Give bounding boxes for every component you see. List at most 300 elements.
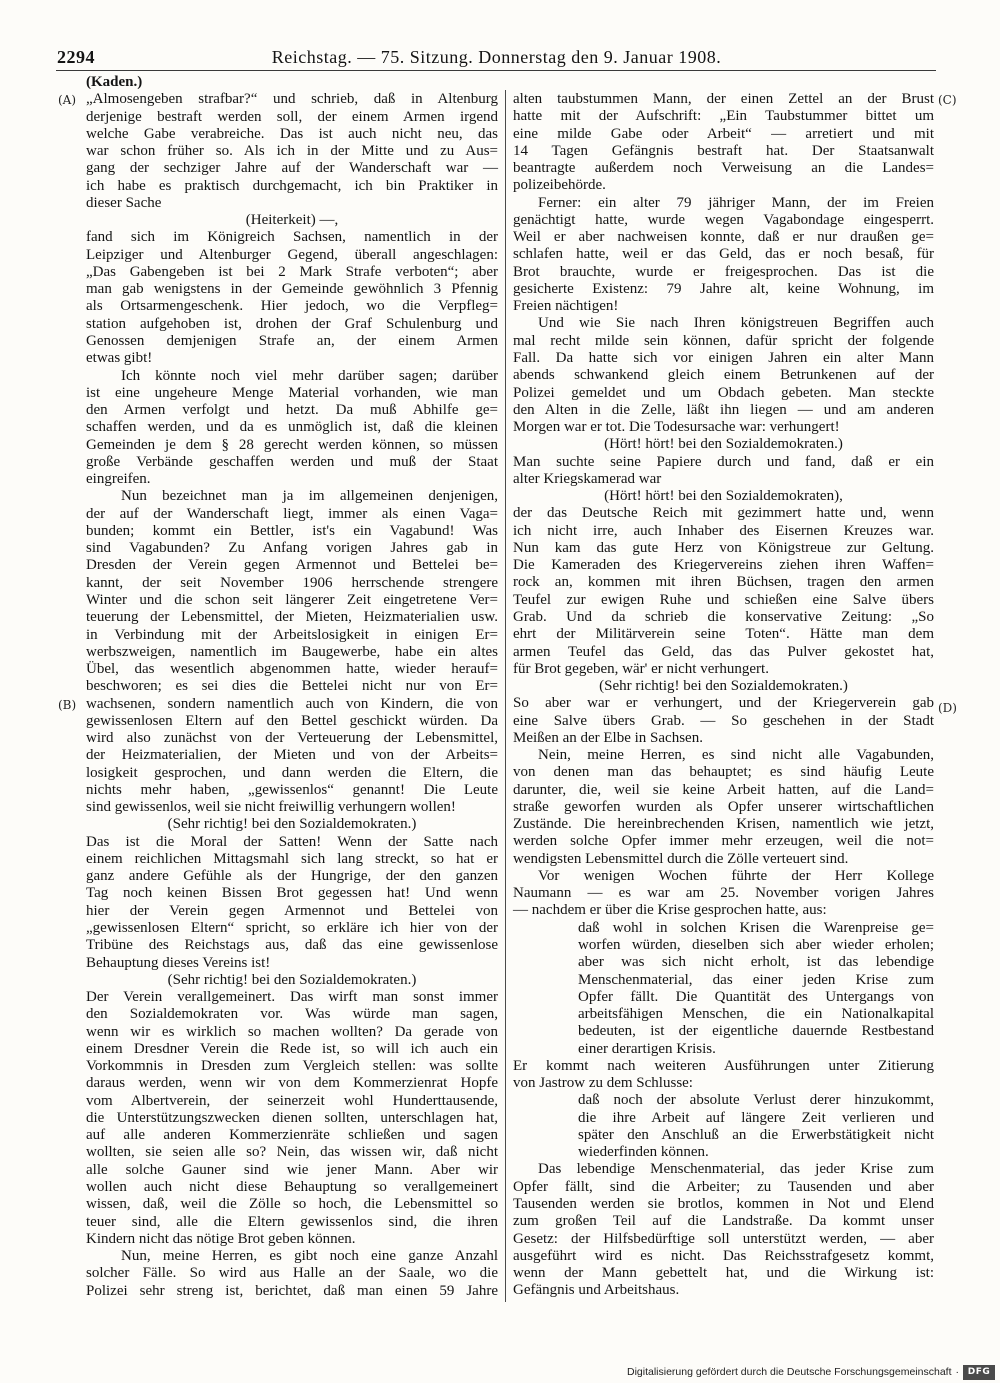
text-line <box>86 765 498 782</box>
margin-mark-c: (C) <box>938 93 957 107</box>
text-line <box>578 972 934 989</box>
page-number: 2294 <box>57 47 95 67</box>
text-line-content: ausgeführt wird es nicht. Das Reichsstrafgesetz kommt, <box>513 1247 934 1264</box>
text-line <box>513 557 934 574</box>
text-line-content: schaffen werden, und da es unmöglich ist, daß die kleinen <box>86 419 498 436</box>
text-line-content: Grab. Und da schrieb die konservative Zeitung: „So <box>513 608 934 625</box>
text-line <box>513 505 934 522</box>
text-line-content: „Almosengeben strafbar?“ und schrieb, daß in Altenburg <box>86 91 498 108</box>
text-line-content: daraus werden, wenn wir von dem Kommerzienrat Hopfe <box>86 1075 498 1092</box>
text-line <box>513 592 934 609</box>
text-line-content: vom Albertverein, der seinerzeit wohl Hunderttausende, <box>86 1092 498 1109</box>
text-line-content: Opfer fällt. Die Quantität des Untergangs von <box>578 988 935 1005</box>
text-line <box>578 1041 934 1058</box>
text-line <box>86 868 498 885</box>
text-line <box>513 644 934 661</box>
text-line <box>86 903 498 920</box>
text-line-content: Teufel zur ewigen Ruhe und schießen eine Salve übers <box>513 591 934 608</box>
paragraph-block <box>513 315 934 436</box>
continuation-block <box>513 505 934 678</box>
text-line <box>513 782 934 799</box>
text-line-content: Polizei gemeldet und um Obdach gebeten. Man steckte <box>513 384 934 401</box>
text-line <box>86 1162 498 1179</box>
text-line-content: Fall. Da hatte sich vor einigen Jahren ein alter Mann <box>513 349 934 366</box>
text-line-content: wenn der Mann gebettelt hat, und die Wirkung ist: <box>513 1265 934 1282</box>
text-line-content: (Heiterkeit) —, <box>245 212 339 229</box>
text-line <box>513 851 934 868</box>
text-line-content: Genossen demjenigen Strafe an, der einem Armen <box>86 332 498 349</box>
text-line <box>578 1144 934 1161</box>
text-line-content: — nachdem er über die Krise gesprochen hatte, aus: <box>513 902 827 919</box>
text-line-content: (Hört! hört! bei den Sozialdemokraten.) <box>604 436 843 453</box>
text-line <box>513 1282 934 1299</box>
text-line <box>578 937 934 954</box>
text-line <box>86 333 498 350</box>
text-line-content: teuerung der Lebensmittel, der Mieten, Heizmaterialien usw. <box>86 609 498 626</box>
text-line <box>513 747 934 764</box>
text-line-content: Man suchte seine Papiere durch und fand, daß er ein <box>513 453 934 470</box>
text-line-content: mal recht milde sein können, dafür spricht der folgende <box>513 332 934 349</box>
text-line <box>513 91 934 108</box>
text-line-content: Menschenmaterial, das einer jeden Krise zum <box>578 971 934 988</box>
continuation-block <box>513 695 934 747</box>
text-line-content: Dresden der Verein gegen Armennot und Bettelei be= <box>86 557 498 574</box>
text-line <box>86 955 498 972</box>
text-line-content: die ihre Arbeit auf längere Zeit verlieren und <box>578 1109 934 1126</box>
text-line <box>513 471 934 488</box>
text-line <box>86 575 498 592</box>
text-line-content: polizeibehörde. <box>513 177 606 194</box>
text-line <box>86 419 498 436</box>
text-line-content: armen Teufel das Geld, das das Pulver gekostet hat, <box>513 643 934 660</box>
interjection-block <box>513 678 934 695</box>
text-line <box>513 454 934 471</box>
footer-separator: · <box>955 1366 959 1378</box>
text-line-content: Polizei sehr streng ist, berichtet, daß man einen 59 Jahre <box>86 1282 498 1299</box>
text-line-content: Brot brauchte, wurde er freigesprochen. Das ist die <box>513 263 934 280</box>
text-line <box>513 868 934 885</box>
text-line <box>513 281 934 298</box>
text-line-content: Weil er aber nachweisen konnte, daß er nur draußen ge= <box>513 229 934 246</box>
text-line <box>513 333 934 350</box>
text-line-content: ich habe es praktisch durchgemacht, ich bin Praktiker in <box>86 177 498 194</box>
text-line <box>86 1196 498 1213</box>
interjection-block <box>513 488 934 505</box>
text-line <box>86 506 498 523</box>
text-line-content: den Armen verfolgt und hetzt. Da muß Abhilfe ge= <box>86 402 498 419</box>
interjection-block <box>86 816 498 833</box>
text-line <box>513 902 934 919</box>
running-header: Reichstag. — 75. Sitzung. Donnerstag den 9. Januar 1908. <box>271 47 722 67</box>
text-line <box>513 1179 934 1196</box>
text-line <box>86 644 498 661</box>
text-line <box>86 1006 498 1023</box>
text-line-content: „gewissenlosen Eltern“ spricht, so erkläre ich hier von der <box>86 920 498 937</box>
text-line <box>86 885 498 902</box>
text-line-content: Tribüne des Reichstags aus, daß das eine gewissenlose <box>86 937 498 954</box>
text-line-content: nichts mehr haben, „gewissenlos“ genannt! Die Leute <box>86 781 498 798</box>
text-line <box>513 1213 934 1230</box>
text-line-content: darunter, die, weil sie keine Arbeit hatten, auf die Land= <box>513 781 934 798</box>
text-line <box>86 834 498 851</box>
text-line-content: ich nicht irre, auch Inhaber des Eisernen Kreuzes war. <box>513 522 934 539</box>
text-line-content: der auf der Wanderschaft liegt, immer als einen Vaga= <box>86 505 498 522</box>
quote-block <box>513 1092 934 1161</box>
text-line <box>513 1231 934 1248</box>
text-line <box>513 212 934 229</box>
text-line-content: abends schwankend gleich einem Betrunkenen auf der <box>513 367 934 384</box>
text-line <box>86 160 498 177</box>
text-line-content: wissen, daß, weil die Zölle so hoch, die Lebensmittel so <box>86 1196 498 1213</box>
text-line <box>86 557 498 574</box>
continuation-block <box>86 91 498 212</box>
text-line <box>578 989 934 1006</box>
text-line <box>513 298 934 315</box>
text-line <box>513 419 934 436</box>
right-column <box>513 91 934 1300</box>
text-line-content: beantragte außerdem noch Verweisung an die Landes= <box>513 160 934 177</box>
text-line <box>86 816 498 833</box>
text-line <box>513 799 934 816</box>
text-line <box>513 574 934 591</box>
text-line-content: Gesetz: der Hilfsbedürftige soll unterstützt werden, — aber <box>513 1230 934 1247</box>
text-line <box>86 488 498 505</box>
text-line <box>86 212 498 229</box>
text-line <box>86 609 498 626</box>
quote-block <box>513 920 934 1058</box>
text-line <box>86 1110 498 1127</box>
text-line-content: ehrt der Militärverein seine Toten“. Hätte man dem <box>513 626 934 643</box>
text-line-content: eine Salve übers Grab. — So geschehen in der Stadt <box>513 712 934 729</box>
text-line <box>513 713 934 730</box>
text-line-content: dieser Sache <box>86 194 162 211</box>
text-line-content: Nun bezeichnet man ja im allgemeinen denjenigen, <box>121 488 498 505</box>
text-line-content: straße geworfen wurden als Opfer unserer wirtschaftlichen <box>513 798 934 815</box>
text-line <box>86 74 498 91</box>
text-line-content: Naumann — es war am 25. November vorigen Jahres <box>513 885 934 902</box>
text-line-content: (Hört! hört! bei den Sozialdemokraten), <box>604 488 843 505</box>
paragraph-block <box>86 1248 498 1300</box>
text-line <box>86 471 498 488</box>
text-line-content: Das lebendige Menschenmaterial, das jeder Krise zum <box>538 1161 934 1178</box>
text-line-content: hier der Verein gegen Armennot und Bettelei von <box>86 902 498 919</box>
continuation-block <box>86 834 498 972</box>
text-line-content: der das Deutsche Reich mit gezimmert hatte und, wenn <box>513 505 934 522</box>
text-line-content: (Sehr richtig! bei den Sozialdemokraten.) <box>167 971 417 988</box>
text-line <box>86 126 498 143</box>
text-line <box>513 264 934 281</box>
text-line <box>86 782 498 799</box>
text-line-content: wendigsten Lebensmittel durch die Zölle verteuert sind. <box>513 850 849 867</box>
text-line <box>513 609 934 626</box>
text-line-content: schlafen hatte, weil er das Geld, das er noch besaß, für <box>513 246 935 263</box>
text-line <box>86 1127 498 1144</box>
text-line <box>86 730 498 747</box>
text-line <box>513 315 934 332</box>
text-line-content: Er kommt nach weiteren Ausführungen unter Zitierung <box>513 1057 934 1074</box>
text-line <box>513 885 934 902</box>
text-line <box>86 696 498 713</box>
text-line <box>86 229 498 246</box>
text-line-content: fand sich im Königreich Sachsen, namentlich in der <box>86 229 498 246</box>
text-line-content: wird also zunächst von der Verteuerung der Lebensmittel, <box>86 730 498 747</box>
text-line-content: Tausenden werden sie brotlos, kommen in Not und Elend <box>513 1196 935 1212</box>
text-line <box>513 436 934 453</box>
text-line <box>86 1265 498 1282</box>
text-line <box>513 816 934 833</box>
text-line <box>86 1058 498 1075</box>
text-line-content: zum großen Teil auf die Landstraße. Da kommt unser <box>513 1213 934 1230</box>
text-line <box>86 937 498 954</box>
text-line-content: (Sehr richtig! bei den Sozialdemokraten.) <box>167 816 417 833</box>
text-line <box>578 1006 934 1023</box>
header-rule <box>56 70 936 71</box>
text-line <box>86 281 498 298</box>
continuation-block <box>513 1058 934 1093</box>
text-line-content: etwas gibt! <box>86 350 153 367</box>
text-line <box>578 1110 934 1127</box>
continuation-block <box>513 91 934 195</box>
text-line-content: hatte mit der Aufschrift: „Ein Taubstummer bittet um <box>513 108 934 125</box>
paragraph-block <box>513 747 934 868</box>
text-line <box>86 713 498 730</box>
text-line-content: daß wohl in solchen Krisen die Warenpreise ge= <box>578 919 934 936</box>
text-line-content: bedeuten, ist der eigentliche dauernde Restbestand <box>578 1023 934 1040</box>
text-line-content: eine milde Gabe oder Arbeit“ — arretiert und mit <box>513 125 934 142</box>
text-line-content: alter Kriegskamerad war <box>513 470 662 487</box>
text-line <box>86 523 498 540</box>
text-line <box>513 143 934 160</box>
text-line-content: eingreifen. <box>86 471 151 488</box>
text-line <box>86 1024 498 1041</box>
text-line <box>86 178 498 195</box>
continuation-block <box>86 989 498 1248</box>
text-line-content: gewissenlosen Eltern auf den Bettel geschickt würden. Da <box>86 712 498 729</box>
text-line-content: später den Anschluß an die Erwerbstätigkeit nicht <box>578 1126 934 1143</box>
text-line <box>578 920 934 937</box>
text-line <box>513 350 934 367</box>
text-line-content: (Kaden.) <box>86 74 143 90</box>
text-line-content: bunden; kommt ein Bettler, ist's ein Vagabund! Was <box>86 522 498 539</box>
text-line <box>513 160 934 177</box>
margin-mark-a: (A) <box>58 93 77 107</box>
text-line <box>513 678 934 695</box>
text-line-content: auf alle anderen Kommerzienräte schließen und sagen <box>86 1127 498 1144</box>
text-line-content: So aber war er verhungert, und der Kriegerverein gab <box>513 695 934 712</box>
text-line-content: wollen auch nicht diese Behauptung so verallgemeinert <box>86 1179 498 1195</box>
text-line-content: Gemeinden je dem § 28 gerecht werden können, so müssen <box>86 436 498 453</box>
text-line <box>513 661 934 678</box>
text-line <box>513 126 934 143</box>
margin-mark-d: (D) <box>938 701 957 715</box>
text-line <box>86 454 498 471</box>
text-line-content: solcher Fälle. So wird aus Halle an der Saale, wo die <box>86 1265 498 1282</box>
text-line-content: von Jastrow zu dem Schlusse: <box>513 1075 693 1092</box>
text-line <box>513 108 934 125</box>
text-line <box>513 730 934 747</box>
text-line <box>86 799 498 816</box>
text-line <box>86 661 498 678</box>
text-line-content: werbszweigen, namentlich im Baugewerbe, habe ein altes <box>86 643 498 660</box>
text-line <box>86 298 498 315</box>
left-column <box>86 74 498 1300</box>
text-line-content: ist eine ungeheure Menge Material vorhanden, wie man <box>86 384 498 401</box>
text-line-content: alten taubstummen Mann, der einen Zettel an der Brust <box>513 91 934 107</box>
text-line <box>86 972 498 989</box>
text-line <box>86 678 498 695</box>
text-line <box>86 91 498 108</box>
text-line-content: Nein, meine Herren, es sind nicht alle Vagabunden, <box>538 747 934 764</box>
interjection-block <box>513 436 934 453</box>
text-line <box>86 316 498 333</box>
text-line <box>86 1179 498 1196</box>
text-line-content: ganz andere Gefühle als der Hungrige, der den ganzen <box>86 868 498 885</box>
text-line <box>86 247 498 264</box>
text-line-content: wachsenen, sondern namentlich auch von Kindern, die von <box>86 695 498 712</box>
text-line <box>86 1214 498 1231</box>
text-line-content: Nun, meine Herren, es gibt noch eine ganze Anzahl <box>121 1248 498 1265</box>
text-line <box>86 109 498 126</box>
text-line-content: Der Verein verallgemeinert. Das wirft man sonst immer <box>86 989 498 1006</box>
text-line-content: losigkeit gesprochen, und dann werden die Eltern, die <box>86 764 498 781</box>
text-line <box>513 367 934 384</box>
text-line <box>86 1075 498 1092</box>
text-line-content: welche Gabe verabreiche. Das ist auch nicht neu, das <box>86 125 498 142</box>
paragraph-block <box>513 1161 934 1299</box>
text-line-content: Opfer fällt, sind die Arbeiter; zu Tausenden und aber <box>513 1178 934 1195</box>
text-line <box>513 195 934 212</box>
text-line-content: derjenige bestraft werden soll, der einem Armen irgend <box>86 108 498 125</box>
text-line-content: von denen man das behauptet; es sind häufig Leute <box>513 764 935 781</box>
text-line-content: (Sehr richtig! bei den Sozialdemokraten.) <box>599 678 848 695</box>
text-line-content: worfen würden, dieselben sich aber wieder erholen; <box>578 937 934 954</box>
paragraph-block <box>86 488 498 816</box>
text-line-content: die Unterstützungszwecken dienen sollten, unterschlagen hat, <box>86 1109 498 1126</box>
text-line-content: Zustände. Die hereinbrechenden Krisen, namentlich wie jetzt, <box>513 816 934 833</box>
text-line <box>86 989 498 1006</box>
text-line <box>513 1075 934 1092</box>
text-line-content: man gab wenigstens in der Gemeinde gewöhnlich 3 Pfennig <box>86 281 498 298</box>
text-line <box>513 764 934 781</box>
text-line-content: Ferner: ein alter 79 jähriger Mann, der im Freien <box>538 194 934 211</box>
paragraph-block <box>86 368 498 489</box>
text-line <box>86 920 498 937</box>
text-line-content: Ich könnte noch viel mehr darüber sagen; darüber <box>121 367 498 384</box>
text-line-content: in Verbindung mit der Arbeitslosigkeit in einigen Er= <box>86 626 498 643</box>
text-line-content: werden solche Opfer immer mehr erzeugen, weil die not= <box>513 833 934 850</box>
text-line-content: sind Vagabunden? Zu Anfang vorigen Jahres gab in <box>86 540 498 557</box>
footer-credit-text: Digitalisierung gefördert durch die Deutsche Forschungsgemeinschaft <box>626 1366 952 1378</box>
text-line <box>86 1248 498 1265</box>
text-line <box>86 385 498 402</box>
text-line-content: als Ortsarmengeschenk. Hier jedoch, wo die Verpfleg= <box>86 298 498 315</box>
text-line <box>513 229 934 246</box>
text-line <box>513 1161 934 1178</box>
text-line-content: genächtigt hatte, wurde wegen Vagabondage eingesperrt. <box>513 211 934 228</box>
text-line-content: Vorkommnis in Dresden zum Vergleich stellen: was sollte <box>86 1058 498 1075</box>
text-line-content: kannt, der seit November 1906 herrschende strengere <box>86 574 498 591</box>
text-line-content: rock an, kommen mit ihren Büchsen, tragen den armen <box>513 574 934 591</box>
text-line-content: wenn wir es wirklich so machen wollten? Da gerade von <box>86 1023 498 1040</box>
text-line-content: alle solche Gauner sind wie jener Mann. Aber wir <box>86 1161 498 1178</box>
text-line <box>513 1265 934 1282</box>
text-line <box>86 143 498 160</box>
text-line <box>86 195 498 212</box>
text-line-content: gesicherte Existenz: 79 Jahre alt, keine Wohnung, im <box>513 280 934 297</box>
text-line-content: Freien nächtigen! <box>513 298 619 315</box>
text-line <box>513 488 934 505</box>
text-line-content: Meißen an der Elbe in Sachsen. <box>513 729 703 746</box>
text-line-content: daß noch der absolute Verlust derer hinzukommt, <box>578 1092 934 1109</box>
text-line-content: war schon früher so. Als ich in der Mitte und zu Aus= <box>86 143 498 160</box>
text-line-content: den Sozialdemokraten vor. Was würde man sagen, <box>86 1006 498 1023</box>
text-line-content: Vor wenigen Wochen führte der Herr Kollege <box>538 867 934 884</box>
text-line-content: einem reichlichen Mittagsmahl sich lang streckt, so hat er <box>86 850 498 867</box>
text-line <box>86 1041 498 1058</box>
text-line <box>578 954 934 971</box>
text-line <box>86 350 498 367</box>
text-line <box>513 523 934 540</box>
text-line <box>513 1058 934 1075</box>
text-line <box>578 1127 934 1144</box>
text-line <box>513 695 934 712</box>
text-line <box>513 246 934 263</box>
text-line-content: Die Kameraden des Kriegervereins ziehen ihren Waffen= <box>513 557 934 574</box>
text-line-content: aber was sich nicht erholt, ist das lebendige <box>578 954 934 971</box>
text-line-content: „Das Gabengeben ist bei 2 Mark Strafe verboten“; aber <box>86 263 498 280</box>
text-line-content: 14 Tagen Gefängnis bestraft hat. Der Staatsanwalt <box>513 142 934 159</box>
text-line-content: wiederfinden können. <box>578 1144 709 1161</box>
text-line <box>86 368 498 385</box>
text-line-content: Gefängnis und Arbeitshaus. <box>513 1282 680 1299</box>
text-line-content: Tag noch keinen Bissen Brot gegessen hat! Und wenn <box>86 885 498 902</box>
text-line <box>513 402 934 419</box>
speaker-block <box>86 74 498 91</box>
text-line <box>513 177 934 194</box>
text-line-content: Und wie Sie nach Ihren königstreuen Begriffen auch <box>538 315 934 332</box>
text-line <box>578 1092 934 1109</box>
text-line <box>86 627 498 644</box>
text-line <box>86 747 498 764</box>
text-line-content: beschworen; es sei dies die Bettelei nicht nur von Er= <box>86 678 498 695</box>
interjection-block <box>86 212 498 229</box>
digitization-credit <box>627 1364 995 1380</box>
text-line-content: teuer sind, alle die Eltern gewissenlos sind, die ihren <box>86 1213 498 1230</box>
text-line-content: gang der sechziger Jahre auf der Wanderschaft war — <box>86 160 498 177</box>
text-line <box>86 1144 498 1161</box>
text-line-content: für Brot gegeben, wär' er nicht verhungert. <box>513 660 769 677</box>
text-line <box>513 626 934 643</box>
text-line <box>513 540 934 557</box>
text-line-content: Nun kam das gute Herz von Königstreue zur Geltung. <box>513 539 934 556</box>
text-line-content: sind gewissenlos, weil sie nicht freiwillig verhungern wollen! <box>86 799 456 816</box>
text-line-content: große Verbände geschaffen werden und muß der Staat <box>86 453 498 470</box>
text-line-content: den Alten in die Zelle, läßt ihn liegen — und am anderen <box>513 401 934 418</box>
text-line <box>513 385 934 402</box>
text-line-content: Winter und die schon seit längerer Zeit eingetretene Ver= <box>86 591 498 608</box>
text-line-content: Das ist die Moral der Satten! Wenn der Satte nach <box>86 833 498 850</box>
text-line <box>86 1093 498 1110</box>
continuation-block <box>86 229 498 367</box>
paragraph-block <box>513 195 934 316</box>
column-divider <box>505 90 506 1302</box>
text-line <box>513 1196 934 1213</box>
text-line-content: Leipziger und Altenburger Gegend, überall angeschlagen: <box>86 246 498 263</box>
continuation-block <box>513 454 934 489</box>
interjection-block <box>86 972 498 989</box>
text-line <box>86 1231 498 1248</box>
text-line <box>86 540 498 557</box>
